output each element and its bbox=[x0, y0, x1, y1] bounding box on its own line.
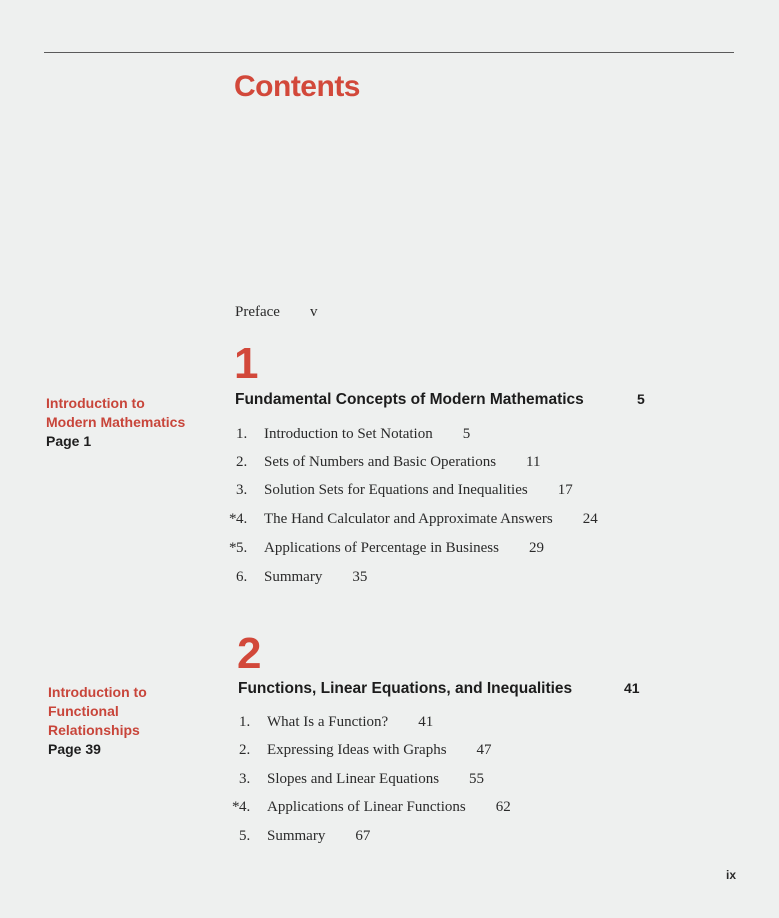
section-page: 11 bbox=[526, 454, 541, 470]
section-title: Slopes and Linear Equations bbox=[267, 771, 440, 787]
preface-page: v bbox=[309, 304, 318, 320]
section-number: 4. bbox=[236, 511, 248, 527]
section-star: * bbox=[229, 511, 237, 527]
side-title-line: Introduction to bbox=[46, 395, 145, 411]
section-title: Summary bbox=[264, 569, 323, 585]
section-title: What Is a Function? bbox=[267, 714, 389, 730]
side-page: Page 1 bbox=[46, 433, 92, 449]
side-title-line: Introduction to bbox=[48, 684, 147, 700]
section-number: 5. bbox=[239, 828, 251, 844]
section-title: Applications of Linear Functions bbox=[267, 799, 466, 815]
chapter-side-heading bbox=[46, 394, 185, 451]
section-number: 3. bbox=[239, 771, 251, 787]
chapter-title[interactable]: Functions, Linear Equations, and Inequalities bbox=[238, 680, 573, 697]
section-number: 1. bbox=[236, 426, 248, 442]
section-star: * bbox=[229, 540, 237, 556]
preface-label: Preface bbox=[235, 304, 280, 320]
section-page: 55 bbox=[469, 771, 485, 787]
section-entry[interactable] bbox=[232, 799, 511, 816]
section-entry[interactable] bbox=[236, 569, 367, 586]
section-title: Introduction to Set Notation bbox=[264, 426, 433, 442]
chapter-side-heading bbox=[48, 683, 147, 759]
chapter-title[interactable]: Fundamental Concepts of Modern Mathematics bbox=[235, 391, 584, 408]
chapter-number: 2 bbox=[237, 629, 262, 678]
section-title: Sets of Numbers and Basic Operations bbox=[264, 454, 497, 470]
section-page: 29 bbox=[528, 540, 544, 556]
section-entry[interactable] bbox=[229, 511, 598, 528]
section-number: 6. bbox=[236, 569, 248, 585]
side-title-line: Functional bbox=[48, 703, 119, 719]
section-entry[interactable] bbox=[229, 540, 544, 557]
section-number: 2. bbox=[236, 454, 248, 470]
top-rule bbox=[44, 52, 734, 53]
section-entry[interactable] bbox=[239, 828, 370, 845]
section-entry[interactable] bbox=[236, 482, 573, 499]
section-title: Expressing Ideas with Graphs bbox=[267, 742, 447, 758]
section-page: 35 bbox=[352, 569, 368, 585]
section-entry[interactable] bbox=[236, 454, 541, 471]
side-title-line: Relationships bbox=[48, 722, 140, 738]
section-page: 41 bbox=[418, 714, 434, 730]
section-number: 4. bbox=[239, 799, 251, 815]
chapter-page: 41 bbox=[624, 680, 640, 696]
section-number: 2. bbox=[239, 742, 251, 758]
section-number: 1. bbox=[239, 714, 251, 730]
section-number: 5. bbox=[236, 540, 248, 556]
section-page: 5 bbox=[462, 426, 471, 442]
section-page: 62 bbox=[495, 799, 511, 815]
section-star: * bbox=[232, 799, 240, 815]
side-page: Page 39 bbox=[48, 741, 101, 757]
section-page: 47 bbox=[476, 742, 492, 758]
chapter-number: 1 bbox=[234, 339, 259, 388]
section-entry[interactable] bbox=[239, 742, 492, 759]
chapter-page: 5 bbox=[637, 391, 645, 407]
preface-entry[interactable] bbox=[235, 304, 317, 321]
section-title: Summary bbox=[267, 828, 326, 844]
section-entry[interactable] bbox=[236, 426, 470, 443]
section-page: 67 bbox=[355, 828, 371, 844]
section-entry[interactable] bbox=[239, 771, 484, 788]
section-number: 3. bbox=[236, 482, 248, 498]
side-title-line: Modern Mathematics bbox=[46, 414, 186, 430]
section-page: 17 bbox=[557, 482, 573, 498]
section-entry[interactable] bbox=[239, 714, 433, 731]
page-title: Contents bbox=[234, 70, 360, 103]
section-title: Solution Sets for Equations and Inequalities bbox=[264, 482, 528, 498]
page-number: ix bbox=[726, 868, 737, 882]
section-page: 24 bbox=[582, 511, 598, 527]
section-title: The Hand Calculator and Approximate Answers bbox=[264, 511, 553, 527]
section-title: Applications of Percentage in Business bbox=[264, 540, 499, 556]
